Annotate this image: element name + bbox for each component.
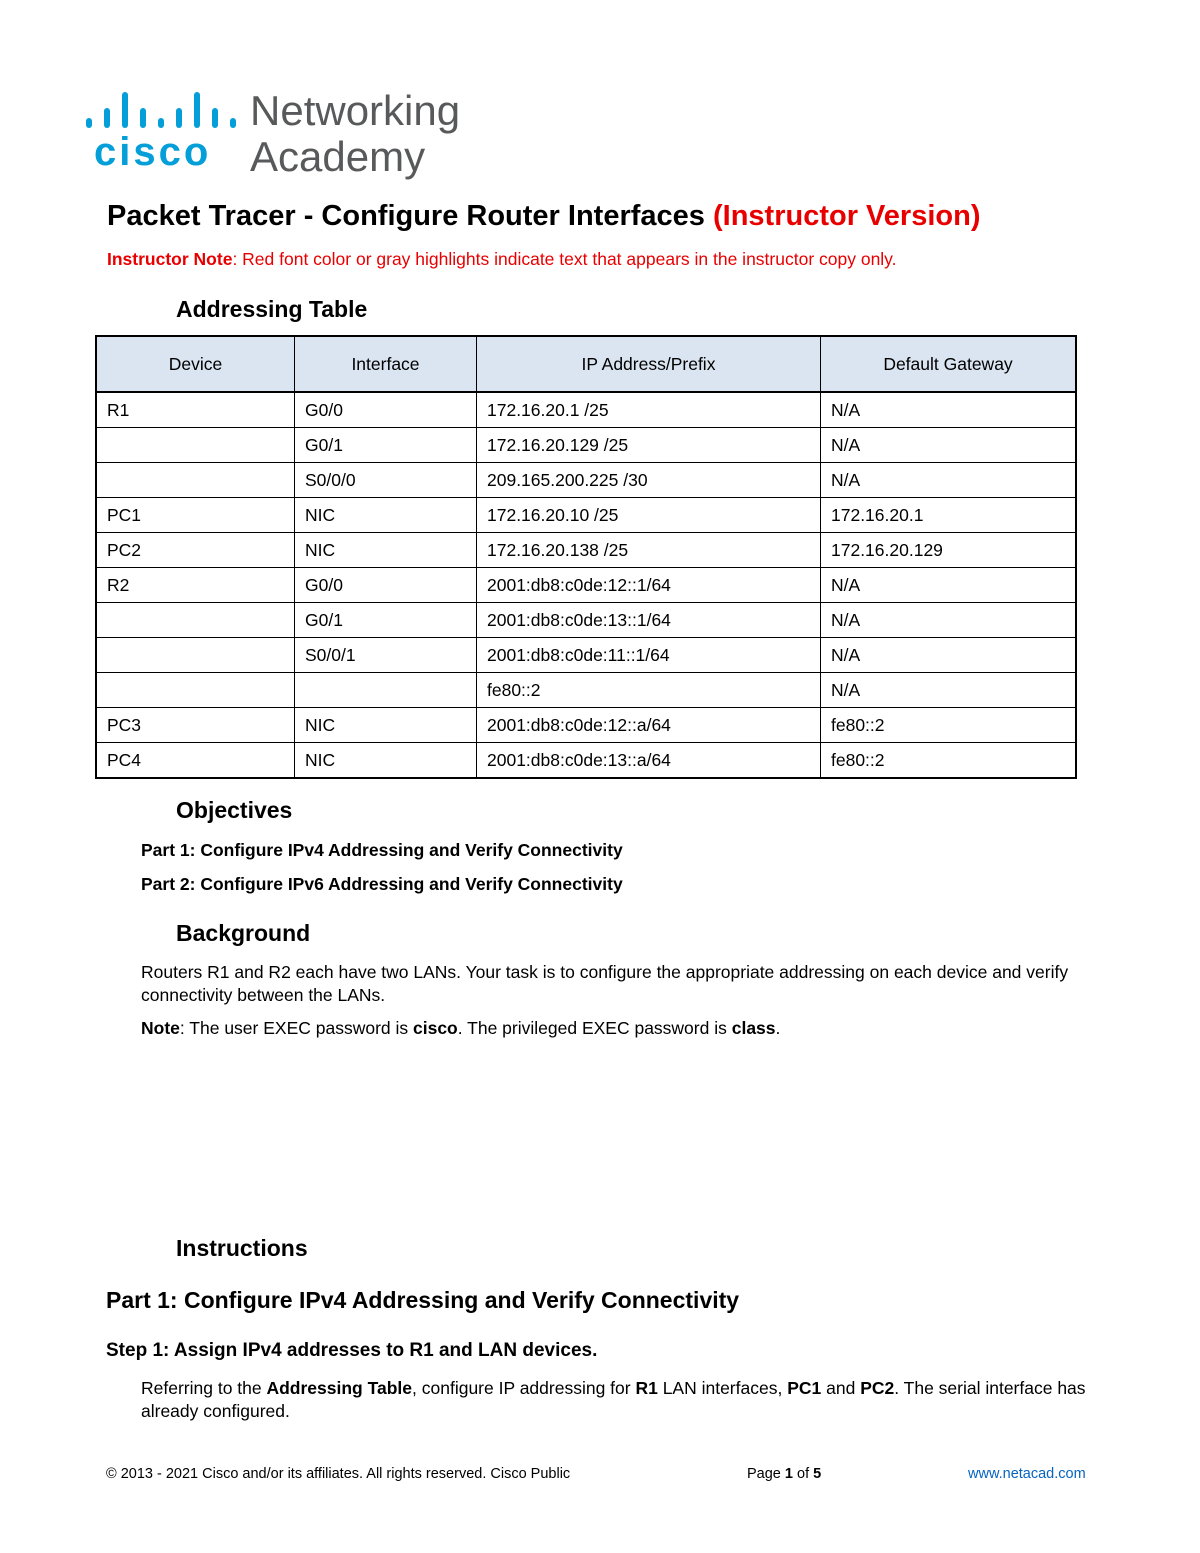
column-header-device: Device xyxy=(96,336,295,392)
part-1-heading: Part 1: Configure IPv4 Addressing and Verify Connectivity xyxy=(106,1287,740,1313)
note-text-3: . xyxy=(775,1018,781,1038)
step-text-part: . The serial interface has already configured. xyxy=(141,1378,1086,1421)
step-text-part: LAN interfaces, xyxy=(657,1378,788,1398)
instructor-note-text: : Red font color or gray highlights indicate text that appears in the instructor copy only. xyxy=(232,249,897,269)
step-text-part: and xyxy=(821,1378,861,1398)
cell-default-gateway: N/A xyxy=(821,428,1077,463)
page-prefix: Page xyxy=(747,1466,785,1482)
cisco-networking-academy-logo xyxy=(84,88,474,180)
cell-default-gateway: N/A xyxy=(821,603,1077,638)
cisco-bars-icon xyxy=(84,90,234,128)
user-exec-password: cisco xyxy=(413,1018,458,1038)
cell-device: PC1 xyxy=(96,498,295,533)
table-row xyxy=(96,533,1076,568)
addressing-table-heading: Addressing Table xyxy=(176,296,368,322)
cell-default-gateway: N/A xyxy=(821,638,1077,673)
table-row xyxy=(96,428,1076,463)
device-r1: R1 xyxy=(635,1378,658,1398)
step-1-text xyxy=(141,1377,1101,1423)
instructions-heading: Instructions xyxy=(176,1235,308,1261)
logo-product-name xyxy=(250,88,460,180)
table-row xyxy=(96,603,1076,638)
password-note xyxy=(141,1017,1101,1040)
cell-interface: NIC xyxy=(295,498,477,533)
cell-device: PC2 xyxy=(96,533,295,568)
cell-interface: G0/1 xyxy=(295,428,477,463)
cell-ip-address: 172.16.20.138 /25 xyxy=(477,533,821,568)
objective-part-2: Part 2: Configure IPv6 Addressing and Verify Connectivity xyxy=(141,874,623,894)
cell-interface: G0/1 xyxy=(295,603,477,638)
table-row xyxy=(96,708,1076,743)
table-row xyxy=(96,673,1076,708)
cell-device: R2 xyxy=(96,568,295,603)
table-row xyxy=(96,463,1076,498)
logo-line-2: Academy xyxy=(250,133,426,180)
title-main: Packet Tracer - Configure Router Interfaces xyxy=(107,200,713,232)
cell-device xyxy=(96,673,295,708)
instructor-note xyxy=(107,249,897,270)
step-text-part: , configure IP addressing for xyxy=(412,1378,636,1398)
cell-interface: NIC xyxy=(295,743,477,779)
cell-ip-address: 2001:db8:c0de:11::1/64 xyxy=(477,638,821,673)
cell-device xyxy=(96,428,295,463)
cell-default-gateway: N/A xyxy=(821,392,1077,428)
table-row xyxy=(96,638,1076,673)
objectives-heading: Objectives xyxy=(176,797,293,823)
cell-ip-address: 2001:db8:c0de:13::1/64 xyxy=(477,603,821,638)
table-row xyxy=(96,498,1076,533)
cell-interface: S0/0/1 xyxy=(295,638,477,673)
background-paragraph: Routers R1 and R2 each have two LANs. Your task is to configure the appropriate addressing on each device and verify connectivity between the LANs. xyxy=(141,962,1069,1005)
note-label: Note xyxy=(141,1018,180,1038)
website-link-text[interactable]: www.netacad.com xyxy=(968,1466,1086,1482)
cell-interface: G0/0 xyxy=(295,568,477,603)
cell-default-gateway: N/A xyxy=(821,568,1077,603)
cell-ip-address: 209.165.200.225 /30 xyxy=(477,463,821,498)
title-version: (Instructor Version) xyxy=(712,200,981,232)
cell-device xyxy=(96,463,295,498)
instructor-note-label: Instructor Note xyxy=(107,249,233,269)
cell-default-gateway: 172.16.20.1 xyxy=(821,498,1077,533)
device-pc2: PC2 xyxy=(860,1378,895,1398)
cell-default-gateway: N/A xyxy=(821,673,1077,708)
cisco-wordmark: cisco xyxy=(94,130,212,174)
current-page: 1 xyxy=(784,1466,793,1482)
cell-device xyxy=(96,638,295,673)
cell-default-gateway: N/A xyxy=(821,463,1077,498)
cell-default-gateway: fe80::2 xyxy=(821,743,1077,779)
step-text-part: Referring to the xyxy=(141,1378,267,1398)
footer-copyright: © 2013 - 2021 Cisco and/or its affiliates. All rights reserved. Cisco Public xyxy=(106,1466,571,1482)
cell-ip-address: 2001:db8:c0de:12::a/64 xyxy=(477,708,821,743)
table-row xyxy=(96,568,1076,603)
cell-device xyxy=(96,603,295,638)
cell-ip-address: 172.16.20.129 /25 xyxy=(477,428,821,463)
table-row xyxy=(96,392,1076,428)
note-text-2: . The privileged EXEC password is xyxy=(457,1018,732,1038)
note-text-1: : The user EXEC password is xyxy=(179,1018,413,1038)
cell-device: PC3 xyxy=(96,708,295,743)
addressing-table-reference: Addressing Table xyxy=(266,1378,413,1398)
footer-website-link[interactable] xyxy=(968,1466,1086,1482)
background-heading: Background xyxy=(176,920,311,946)
table-row xyxy=(96,743,1076,779)
cell-interface: G0/0 xyxy=(295,392,477,428)
column-header-interface: Interface xyxy=(295,336,477,392)
cell-device: R1 xyxy=(96,392,295,428)
cell-ip-address: 2001:db8:c0de:13::a/64 xyxy=(477,743,821,779)
cell-interface: S0/0/0 xyxy=(295,463,477,498)
cell-interface xyxy=(295,673,477,708)
page-title xyxy=(107,200,980,233)
cell-default-gateway: 172.16.20.129 xyxy=(821,533,1077,568)
cell-ip-address: 172.16.20.10 /25 xyxy=(477,498,821,533)
cell-ip-address: 172.16.20.1 /25 xyxy=(477,392,821,428)
addressing-table xyxy=(95,335,1077,779)
table-header-row xyxy=(96,336,1076,392)
column-header-ip-address: IP Address/Prefix xyxy=(477,336,821,392)
cell-default-gateway: fe80::2 xyxy=(821,708,1077,743)
total-pages: 5 xyxy=(813,1466,822,1482)
step-1-heading: Step 1: Assign IPv4 addresses to R1 and LAN devices. xyxy=(106,1340,598,1361)
page-of: of xyxy=(792,1466,814,1482)
footer-page-number xyxy=(747,1466,821,1482)
privileged-exec-password: class xyxy=(731,1018,776,1038)
cell-ip-address: 2001:db8:c0de:12::1/64 xyxy=(477,568,821,603)
objective-part-1: Part 1: Configure IPv4 Addressing and Verify Connectivity xyxy=(141,840,623,860)
cell-device: PC4 xyxy=(96,743,295,779)
cell-interface: NIC xyxy=(295,533,477,568)
logo-line-1: Networking xyxy=(250,87,461,134)
cell-ip-address: fe80::2 xyxy=(477,673,821,708)
device-pc1: PC1 xyxy=(787,1378,822,1398)
cell-interface: NIC xyxy=(295,708,477,743)
column-header-default-gateway: Default Gateway xyxy=(821,336,1077,392)
